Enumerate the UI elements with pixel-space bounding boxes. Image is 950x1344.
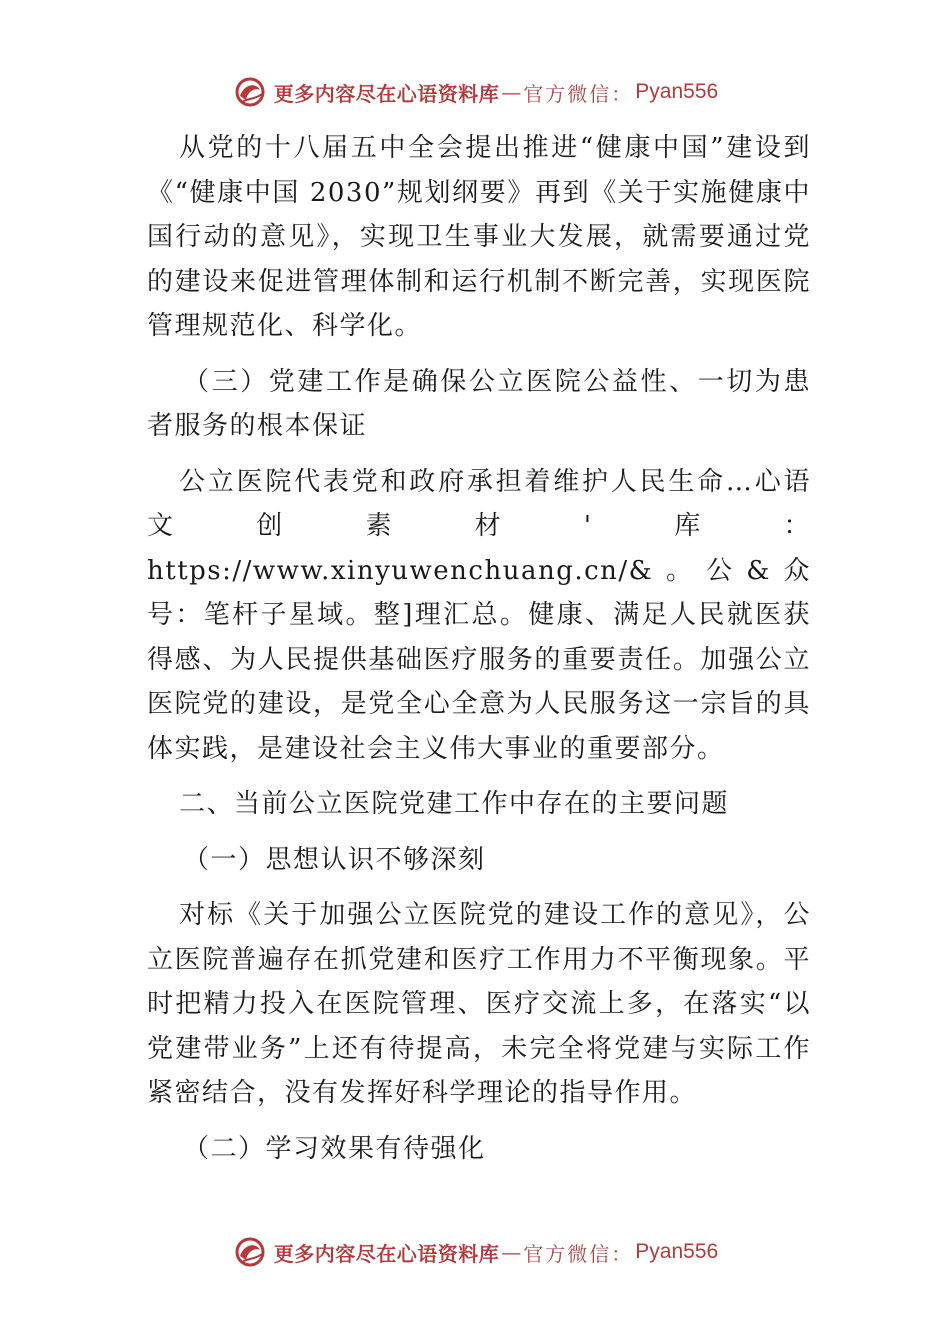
footer-wechat-id: Pyan556: [635, 1240, 719, 1263]
swirl-logo-icon: [232, 1234, 268, 1270]
header-wechat-label: 官方微信：: [523, 81, 634, 106]
subheading-2: （二）学习效果有待强化: [183, 1133, 486, 1164]
heading-3: （三）党建工作是确保公立医院公益性、一切为患者服务的根本保证: [147, 366, 811, 441]
paragraph-1: 从党的十八届五中全会提出推进“健康中国”建设到《“健康中国 2030”规划纲要》再到《关于实施健康中国行动的意见》，实现卫生事业大发展，就需要通过党的建设来促进管理体制和运行机制不断完善，实现医院管理规范化、科学化。: [147, 133, 811, 341]
footer-separator: —: [501, 1240, 522, 1264]
header-banner: [0, 72, 950, 112]
header-separator: —: [501, 80, 522, 104]
paragraph-6: 对标《关于加强公立医院党的建设工作的意见》，公立医院普遍存在抓党建和医疗工作用力不平衡现象。平时把精力投入在医院管理、医疗交流上多，在落实“以党建带业务”上还有待提高，未完全将党建与实际工作紧密结合，没有发挥好科学理论的指导作用。: [147, 900, 811, 1108]
footer-wechat-label: 官方微信：: [523, 1241, 634, 1266]
document-body: [147, 126, 811, 1171]
header-wechat-id: Pyan556: [635, 80, 719, 103]
footer-banner: [0, 1232, 950, 1272]
header-title: 更多内容尽在心语资料库: [273, 81, 500, 106]
footer-title: 更多内容尽在心语资料库: [273, 1241, 500, 1266]
paragraph-3: 公立医院代表党和政府承担着维护人民生命…心语文创素材'库：https://www.xinyuwenchuang.cn/&。公&众号：笔杆子星域。整]理汇总。健康、满足人民就医获得感、为人民提供基础医疗服务的重要责任。加强公立医院党的建设，是党全心全意为人民服务这一宗旨的具体实践，是建设社会主义伟大事业的重要部分。: [147, 466, 811, 764]
swirl-logo-icon: [232, 74, 268, 110]
subheading-1: （一）思想认识不够深刻: [183, 844, 486, 875]
section-heading-2: 二、当前公立医院党建工作中存在的主要问题: [179, 789, 730, 819]
